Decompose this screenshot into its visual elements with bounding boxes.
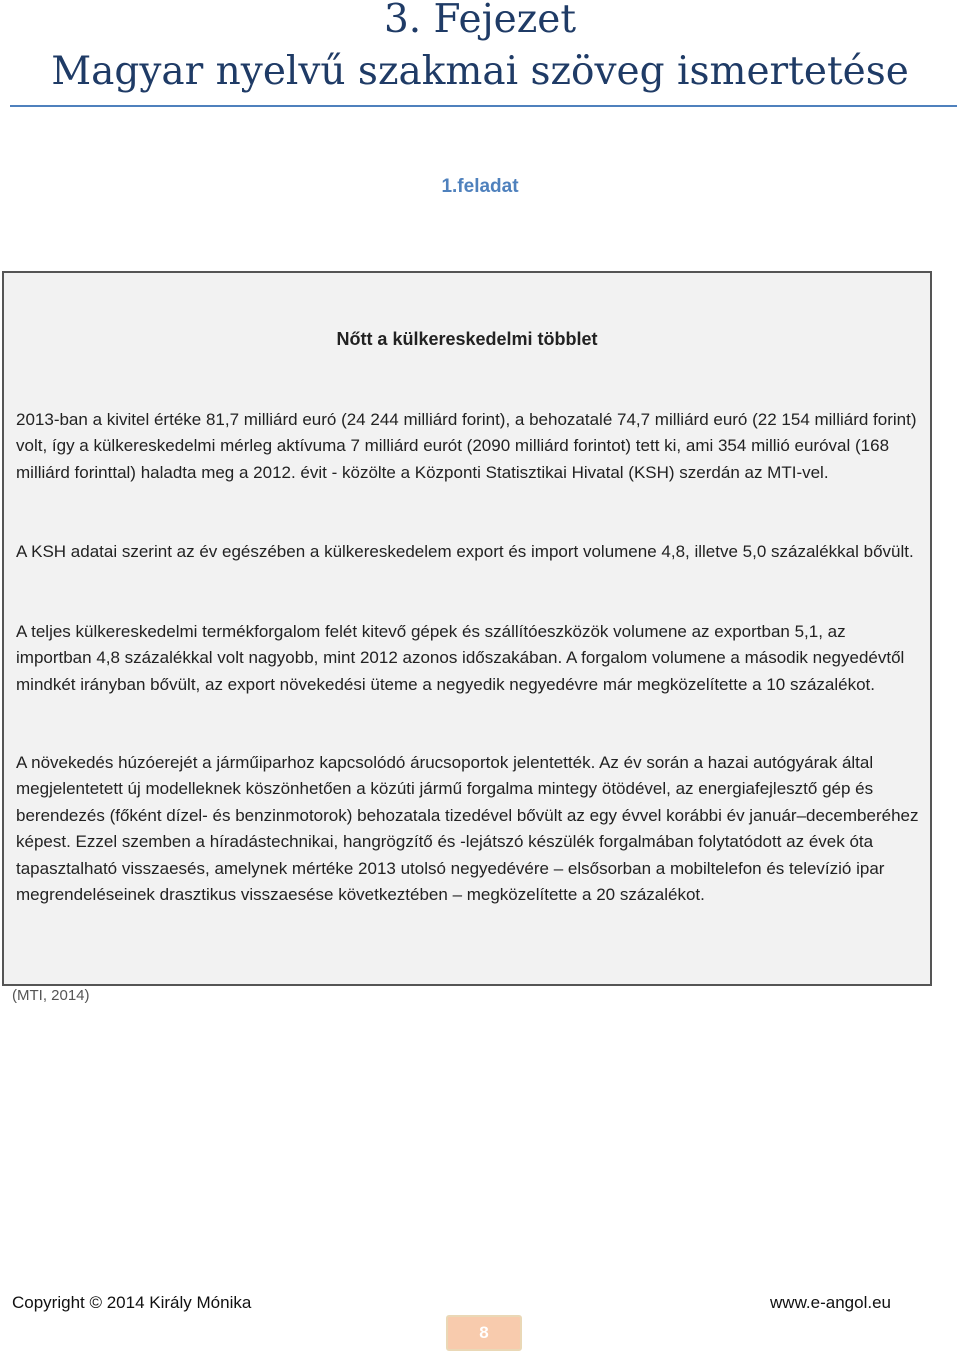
page-number-badge: 8 [446,1315,522,1351]
chapter-number: 3. Fejezet [383,0,577,42]
footer-copyright: Copyright © 2014 Király Mónika [12,1293,252,1312]
chapter-title: Magyar nyelvű szakmai szöveg ismertetése [51,49,909,94]
title-divider [10,105,957,107]
article-paragraph: 2013-ban a kivitel értéke 81,7 milliárd euró (24 244 milliárd forint), a behozatalé 74,7 milliárd euró (22 154 milliárd forint) volt, így a külkereskedelmi mérleg aktívuma 7 milliárd eurót (2090 milliárd forintot) tett ki, ami 354 millió euróval (168 milliárd forinttal) haladta meg a 2012. évit - közölte a Központi Statisztikai Hivatal (KSH) szerdán az MTI-vel. [16,410,917,482]
article-paragraph: A teljes külkereskedelmi termékforgalom felét kitevő gépek és szállítóeszközök volumene az exportban 5,1, az importban 4,8 százalékkal volt nagyobb, mint 2012 azonos időszakában. A forgalom volumene a második negyedévtől mindkét irányban bővült, az export növekedési üteme a negyedik negyedévre már megközelítette a 10 százalékot. [16,622,905,694]
article-box [2,271,932,986]
task-label: 1.feladat [441,176,519,197]
source-citation: (MTI, 2014) [12,987,90,1004]
article-paragraph: A KSH adatai szerint az év egészében a külkereskedelem export és import volumene 4,8, illetve 5,0 százalékkal bővült. [16,542,914,561]
article-headline: Nőtt a külkereskedelmi többlet [336,329,598,349]
footer-website-link[interactable]: www.e-angol.eu [770,1293,891,1312]
article-paragraph: A növekedés húzóerejét a járműiparhoz kapcsolódó árucsoportok jelentették. Az év során a hazai autógyárak által megjelentetett új modelleknek köszönhetően a közúti jármű forgalma mintegy ötödével, az energiafejlesztő gép és berendezés (főként dízel- és benzinmotorok) behozatala tizedével bővült az egy évvel korábbi év január–decemberéhez képest. Ezzel szemben a híradástechnikai, hangrögzítő és -lejátszó készülék forgalmában folytatódott az évek óta tapasztalható visszaesés, amelynek mértéke 2013 utolsó negyedévére – elsősorban a mobiltelefon és televízió ipar megrendeléseinek drasztikus visszaesése következtében – megközelítette a 20 százalékot. [16,753,919,905]
